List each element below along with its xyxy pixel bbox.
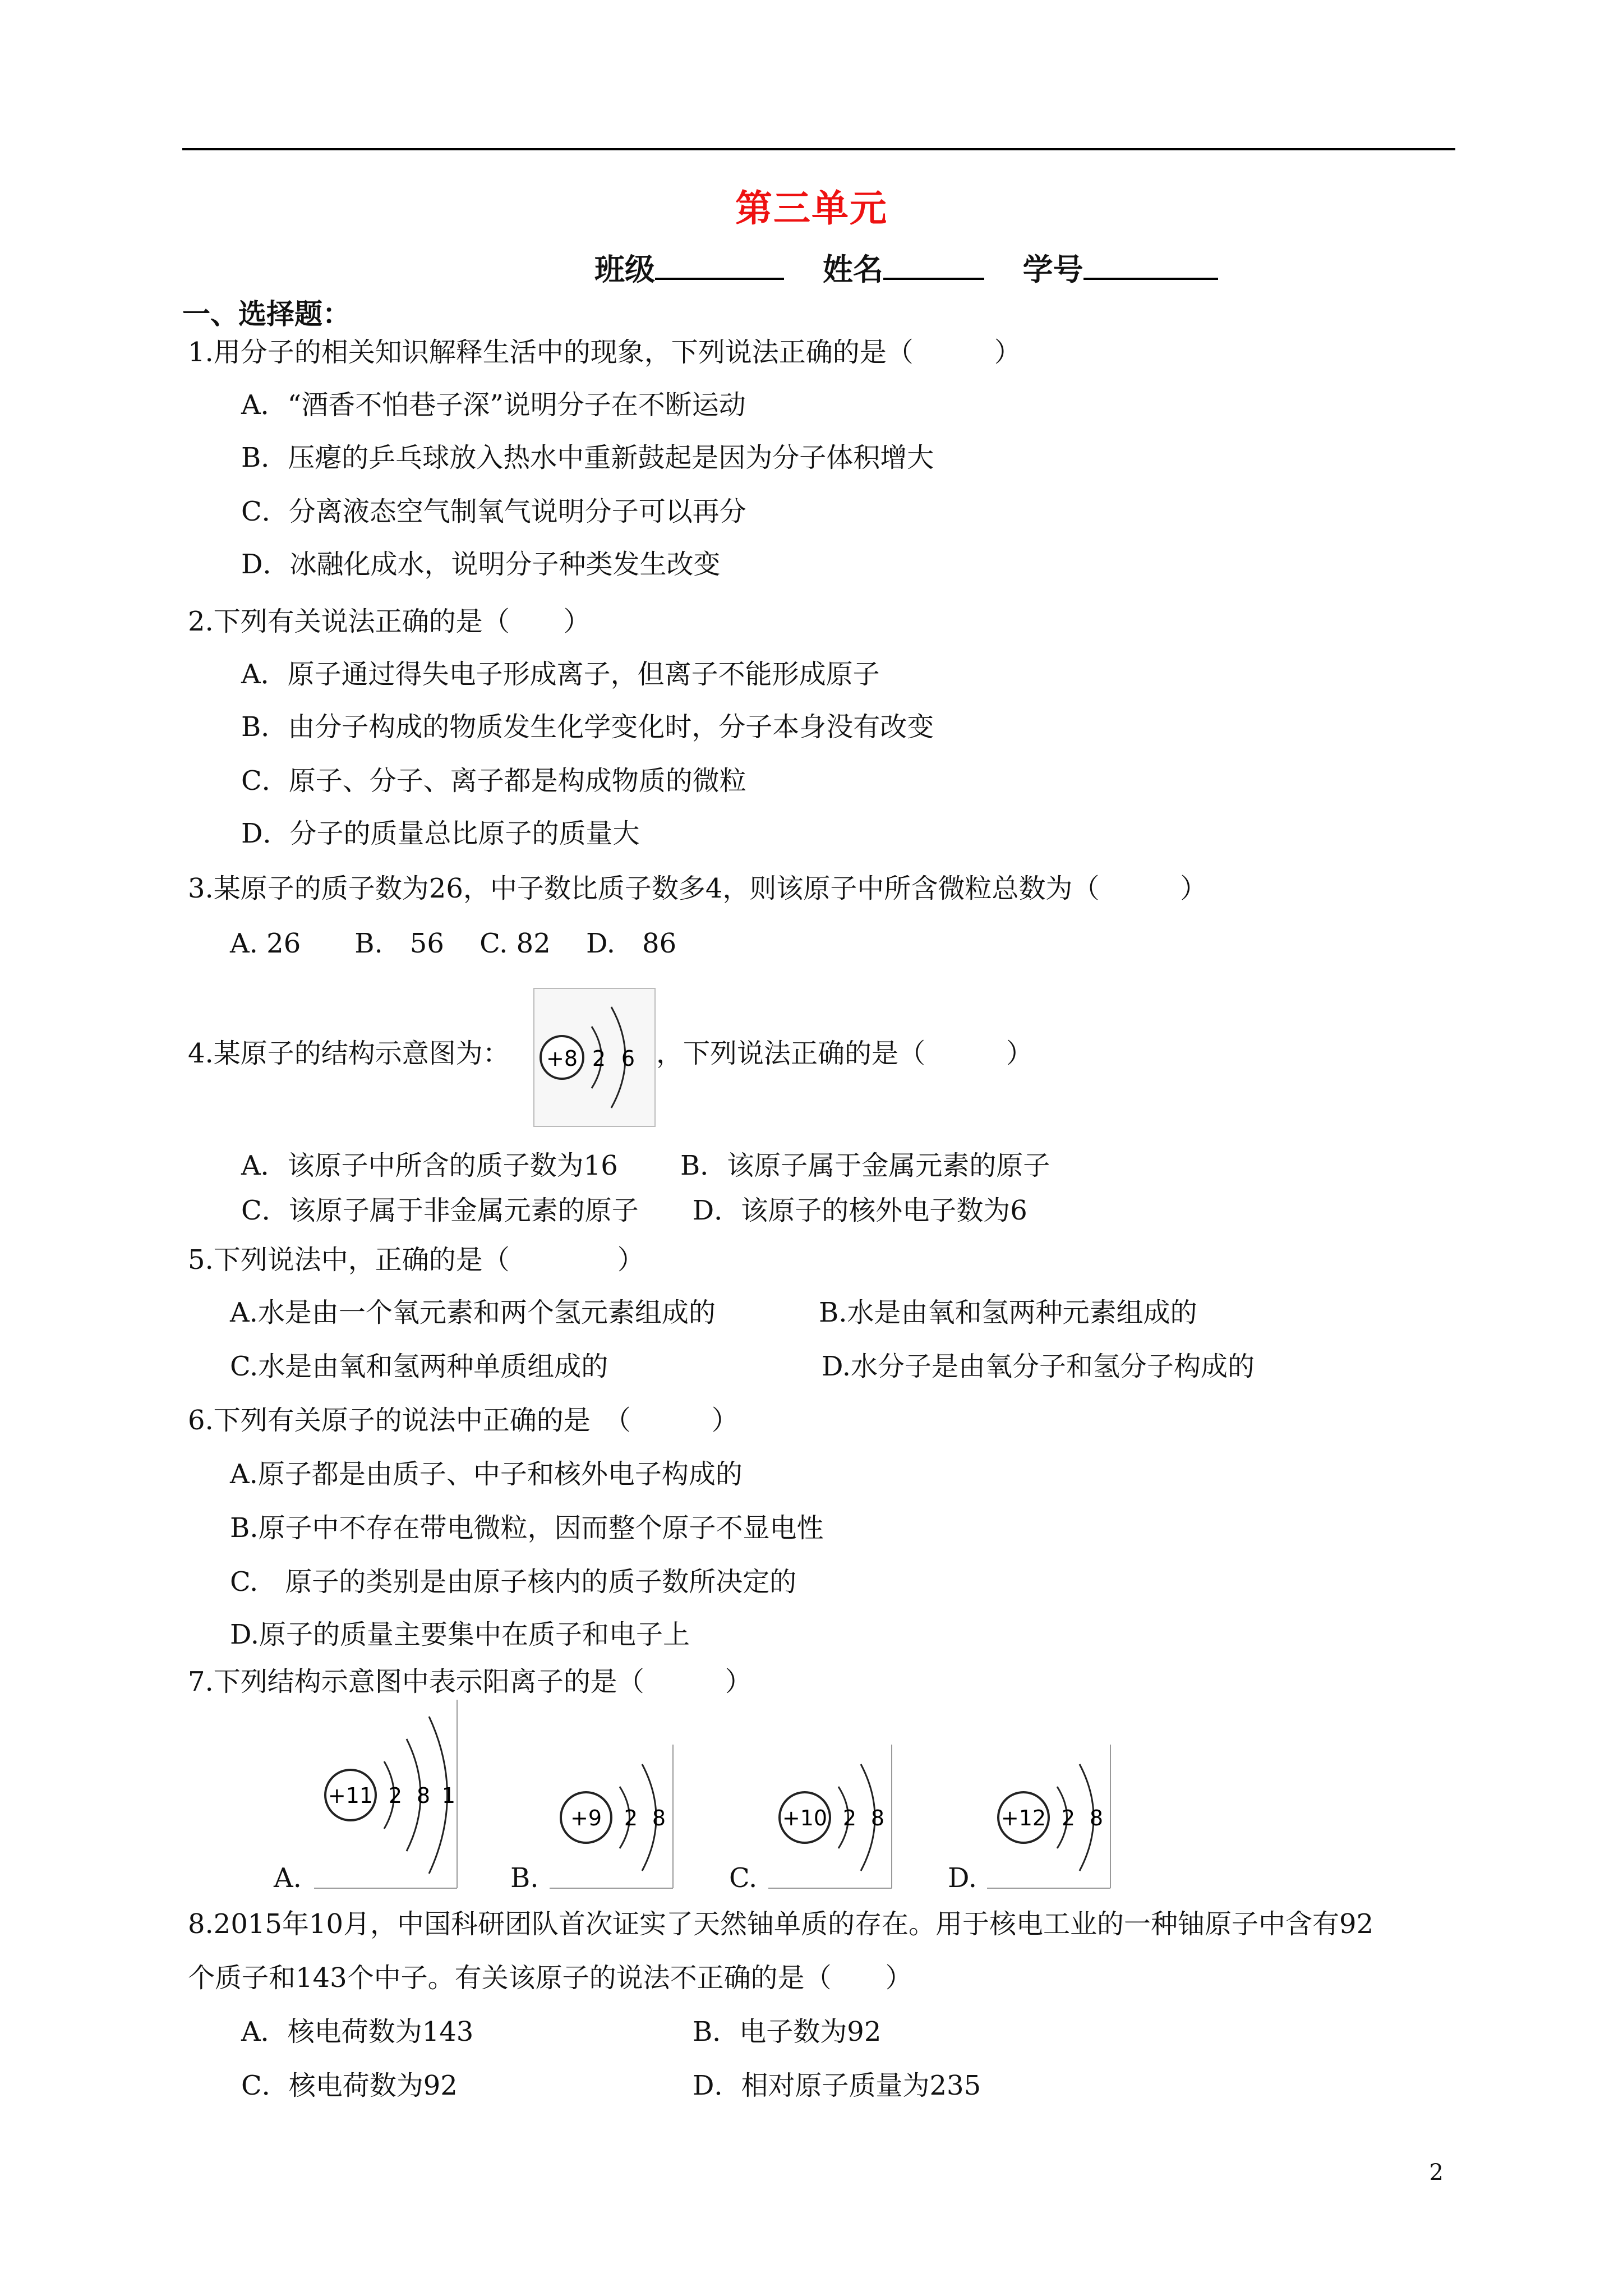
q7-d-shell-1: 2	[1061, 1806, 1076, 1830]
q2-stem: 2.下列有关说法正确的是（ ）	[188, 606, 591, 637]
q2-option-b: B．由分子构成的物质发生化学变化时，分子本身没有改变	[241, 711, 934, 743]
q7-a-nucleus-label: +11	[328, 1783, 374, 1808]
id-label: 学号	[1022, 251, 1083, 287]
page-title: 第三单元	[735, 186, 888, 230]
q5-option-b: B.水是由氧和氢两种元素组成的	[819, 1297, 1197, 1328]
q7-a-shell-3: 1	[441, 1783, 456, 1808]
q8-stem-line-2: 个质子和143个中子。有关该原子的说法不正确的是（ ）	[188, 1962, 912, 1994]
q4-nucleus-label: +8	[546, 1046, 578, 1071]
q8-option-d: D．相对原子质量为235	[693, 2070, 981, 2101]
q6-option-a: A.原子都是由质子、中子和核外电子构成的	[230, 1458, 743, 1490]
q3-options: A. 26 B. 56 C. 82 D. 86	[230, 928, 677, 959]
student-info-row	[594, 246, 1218, 289]
q4-shell-2: 6	[621, 1046, 635, 1071]
q7-choice-c-label: C.	[729, 1862, 758, 1894]
q1-option-a: A．“酒香不怕巷子深”说明分子在不断运动	[241, 389, 746, 421]
q7-c-shell-1: 2	[842, 1806, 857, 1830]
q7-choice-d-diagram	[987, 1745, 1113, 1890]
q7-a-shell-1: 2	[388, 1783, 403, 1808]
q1-option-d: D．冰融化成水，说明分子种类发生改变	[241, 549, 721, 580]
q8-stem-line-1: 8.2015年10月，中国科研团队首次证实了天然铀单质的存在。用于核电工业的一种铀原子中含有92	[188, 1908, 1374, 1940]
q1-option-c: C．分离液态空气制氧气说明分子可以再分	[241, 496, 746, 527]
q3-stem: 3.某原子的质子数为26，中子数比质子数多4，则该原子中所含微粒总数为（ ）	[188, 873, 1207, 904]
q7-choice-c-diagram	[768, 1745, 895, 1890]
name-label: 姓名	[822, 251, 883, 287]
name-blank[interactable]	[883, 251, 984, 280]
q5-option-c: C.水是由氧和氢两种单质组成的	[230, 1351, 608, 1382]
q7-choice-b-label: B.	[510, 1862, 539, 1894]
q4-options-row-1: A．该原子中所含的质子数为16 B．该原子属于金属元素的原子	[241, 1150, 1050, 1181]
q7-choice-d-label: D.	[948, 1862, 978, 1894]
q4-options-row-2: C．该原子属于非金属元素的原子 D．该原子的核外电子数为6	[241, 1195, 1027, 1226]
top-rule	[182, 148, 1455, 150]
q1-option-b: B．压瘪的乒乓球放入热水中重新鼓起是因为分子体积增大	[241, 442, 934, 473]
class-label: 班级	[594, 251, 655, 287]
q6-option-d: D.原子的质量主要集中在质子和电子上	[230, 1619, 690, 1650]
q5-option-d: D.水分子是由氧分子和氢分子构成的	[822, 1351, 1255, 1382]
q7-b-shell-1: 2	[624, 1806, 638, 1830]
q4-stem-start: 4.某原子的结构示意图为：	[188, 1038, 510, 1069]
q7-c-shell-2: 8	[870, 1806, 885, 1830]
q4-shell-1: 2	[592, 1046, 606, 1071]
q7-a-shell-2: 8	[416, 1783, 431, 1808]
q7-b-shell-2: 8	[652, 1806, 666, 1830]
q4-atom-diagram	[533, 987, 656, 1128]
q2-option-d: D．分子的质量总比原子的质量大	[241, 818, 640, 849]
q5-option-a: A.水是由一个氧元素和两个氢元素组成的	[230, 1297, 716, 1328]
q2-option-c: C．原子、分子、离子都是构成物质的微粒	[241, 765, 746, 797]
q7-choice-b-diagram	[550, 1745, 676, 1890]
q7-c-nucleus-label: +10	[782, 1806, 828, 1830]
q7-d-nucleus-label: +12	[1000, 1806, 1046, 1830]
q7-stem: 7.下列结构示意图中表示阳离子的是（ ）	[188, 1666, 752, 1697]
q4-stem-end: ，下列说法正确的是（ ）	[656, 1038, 1034, 1069]
q6-option-c: C. 原子的类别是由原子核内的质子数所决定的	[230, 1566, 797, 1598]
q2-option-a: A．原子通过得失电子形成离子，但离子不能形成原子	[241, 659, 880, 690]
id-blank[interactable]	[1083, 251, 1218, 280]
q1-stem: 1.用分子的相关知识解释生活中的现象，下列说法正确的是（ ）	[188, 337, 1021, 368]
q7-choice-a-label: A.	[274, 1862, 302, 1894]
page-number: 2	[1429, 2160, 1444, 2185]
q6-option-b: B.原子中不存在带电微粒，因而整个原子不显电性	[230, 1512, 824, 1544]
section-heading: 一、选择题：	[182, 297, 351, 330]
q7-choice-a-diagram	[314, 1700, 460, 1890]
q7-d-shell-2: 8	[1089, 1806, 1104, 1830]
class-blank[interactable]	[655, 251, 784, 280]
q8-option-a: A．核电荷数为143	[241, 2016, 474, 2047]
q8-option-c: C．核电荷数为92	[241, 2070, 458, 2101]
q8-option-b: B．电子数为92	[693, 2016, 882, 2047]
q6-stem: 6.下列有关原子的说法中正确的是 （ ）	[188, 1405, 739, 1436]
q7-b-nucleus-label: +9	[570, 1806, 602, 1830]
q5-stem: 5.下列说法中，正确的是（ ）	[188, 1244, 644, 1276]
